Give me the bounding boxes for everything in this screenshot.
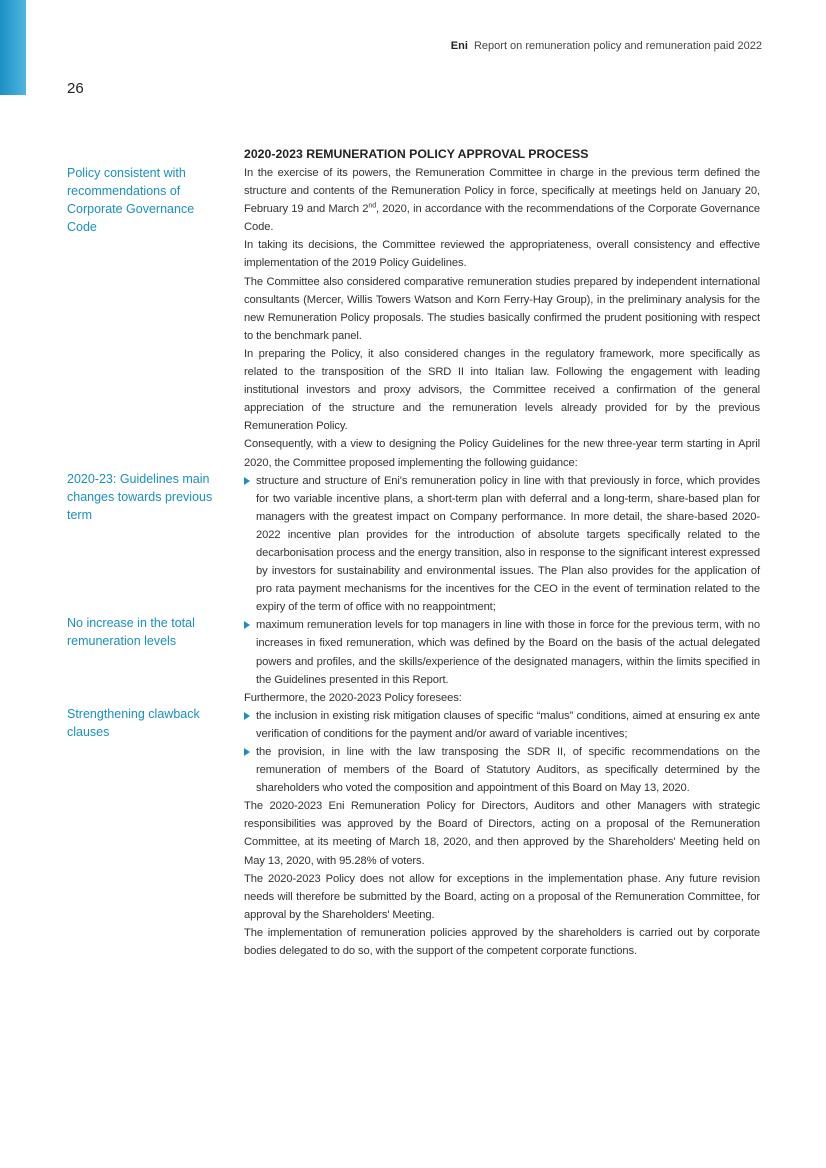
page-number: 26 [67, 80, 84, 97]
paragraph-policy-approval: The 2020-2023 Eni Remuneration Policy for Directors, Auditors and other Managers with strategic responsibilities was approved by the Board of Directors, acting on a proposal of the Remuneration Committee, at its meeting of March 18, 2020, and then approved by the Shareholders' Meeting held on May 13, 2020, with 95.28% of voters. [244, 800, 760, 867]
paragraph-no-exceptions: The 2020-2023 Policy does not allow for exceptions in the implementation phase. Any future revision needs will therefore be submitted by the Board, acting on a proposal of the Remuneration Committee, for approval by the Shareholders' Meeting. [244, 872, 760, 921]
header-title: Report on remuneration policy and remuneration paid 2022 [473, 40, 762, 52]
list-item: structure and structure of Eni's remuneration policy in line with that previously in force, which provides for two variable incentive plans, a short-term plan with deferral and a long-term, share-based plan for managers with the greatest impact on Company performance. In more detail, the share-based 2020-2022 incentive plan provides for the introduction of absolute targets specifically related to the decarbonisation process and the energy transition, also in response to the significant interest expressed by investors for sustainability and environmental issues. The Plan also provides for the application of pro rata payment mechanisms for the incentives for the CEO in the event of termination related to the expiry of the term of office with no reappointment; [244, 472, 760, 617]
triangle-bullet-icon [244, 712, 250, 720]
paragraph-committee-powers: In the exercise of its powers, the Remuneration Committee in charge in the previous term defined the structure and contents of the Remuneration Policy in force, specifically at meetings held on January 20, February 19 and March 2nd, 2020, in accordance with the recommendations of the Corporate Governance Code. [244, 167, 760, 234]
guidance-list [244, 472, 760, 689]
main-body [244, 145, 760, 960]
header-brand: Eni [450, 40, 468, 52]
triangle-bullet-icon [244, 748, 250, 756]
sidenote-policy-consistent: Policy consistent with recommendations of Corporate Governance Code [67, 166, 195, 234]
sidenote-clawback: Strengthening clawback clauses [67, 707, 200, 739]
edge-color-tab [0, 0, 26, 95]
triangle-bullet-icon [244, 477, 250, 485]
running-header [451, 40, 762, 52]
list-item: the provision, in line with the law transposing the SDR II, of specific recommendations on the remuneration of members of the Board of Statutory Auditors, as specifically determined by the shareholders who voted the composition and appointment of this Board on May 13, 2020. [244, 743, 760, 797]
foresees-list [244, 707, 760, 797]
sidenote-guidelines-changes: 2020-23: Guidelines main changes towards previous term [67, 472, 213, 522]
paragraph-policy-foresees: Furthermore, the 2020-2023 Policy foresees: [244, 691, 462, 704]
paragraph-comparative-studies: The Committee also considered comparative remuneration studies prepared by independent international consultants (Mercer, Willis Towers Watson and Korn Ferry-Hay Group), in the preliminary analysis for the new Remuneration Policy proposals. The studies basically confirmed the prudent positioning with respect to the benchmark panel. [244, 275, 760, 342]
triangle-bullet-icon [244, 621, 250, 629]
sidenote-no-increase: No increase in the total remuneration levels [67, 616, 195, 648]
paragraph-regulatory-changes: In preparing the Policy, it also considered changes in the regulatory framework, more specifically as related to the transposition of the SRD II into Italian law. Following the engagement with leading institutional investors and proxy advisors, the Committee received a confirmation of the general appreciation of the structure and the remuneration levels already provided for by the previous Remuneration Policy. [244, 347, 760, 433]
paragraph-guidance-intro: Consequently, with a view to designing the Policy Guidelines for the new three-year term starting in April 2020, the Committee proposed implementing the following guidance: [244, 438, 760, 469]
paragraph-committee-review: In taking its decisions, the Committee reviewed the appropriateness, overall consistency and effective implementation of the 2019 Policy Guidelines. [244, 239, 760, 270]
list-item: the inclusion in existing risk mitigation clauses of specific “malus” conditions, aimed at ensuring ex ante verification of conditions for the payment and/or award of variable incentives; [244, 707, 760, 743]
section-title: 2020-2023 REMUNERATION POLICY APPROVAL PROCESS [244, 147, 589, 161]
paragraph-implementation: The implementation of remuneration policies approved by the shareholders is carried out by corporate bodies delegated to do so, with the support of the competent corporate functions. [244, 926, 760, 958]
list-item: maximum remuneration levels for top managers in line with those in force for the previous term, with no increases in fixed remuneration, which was defined by the Board on the basis of the actual delegated powers and profiles, and the skills/experience of the designated managers, within the limits specified in the Guidelines presented in this Report. [244, 616, 760, 688]
